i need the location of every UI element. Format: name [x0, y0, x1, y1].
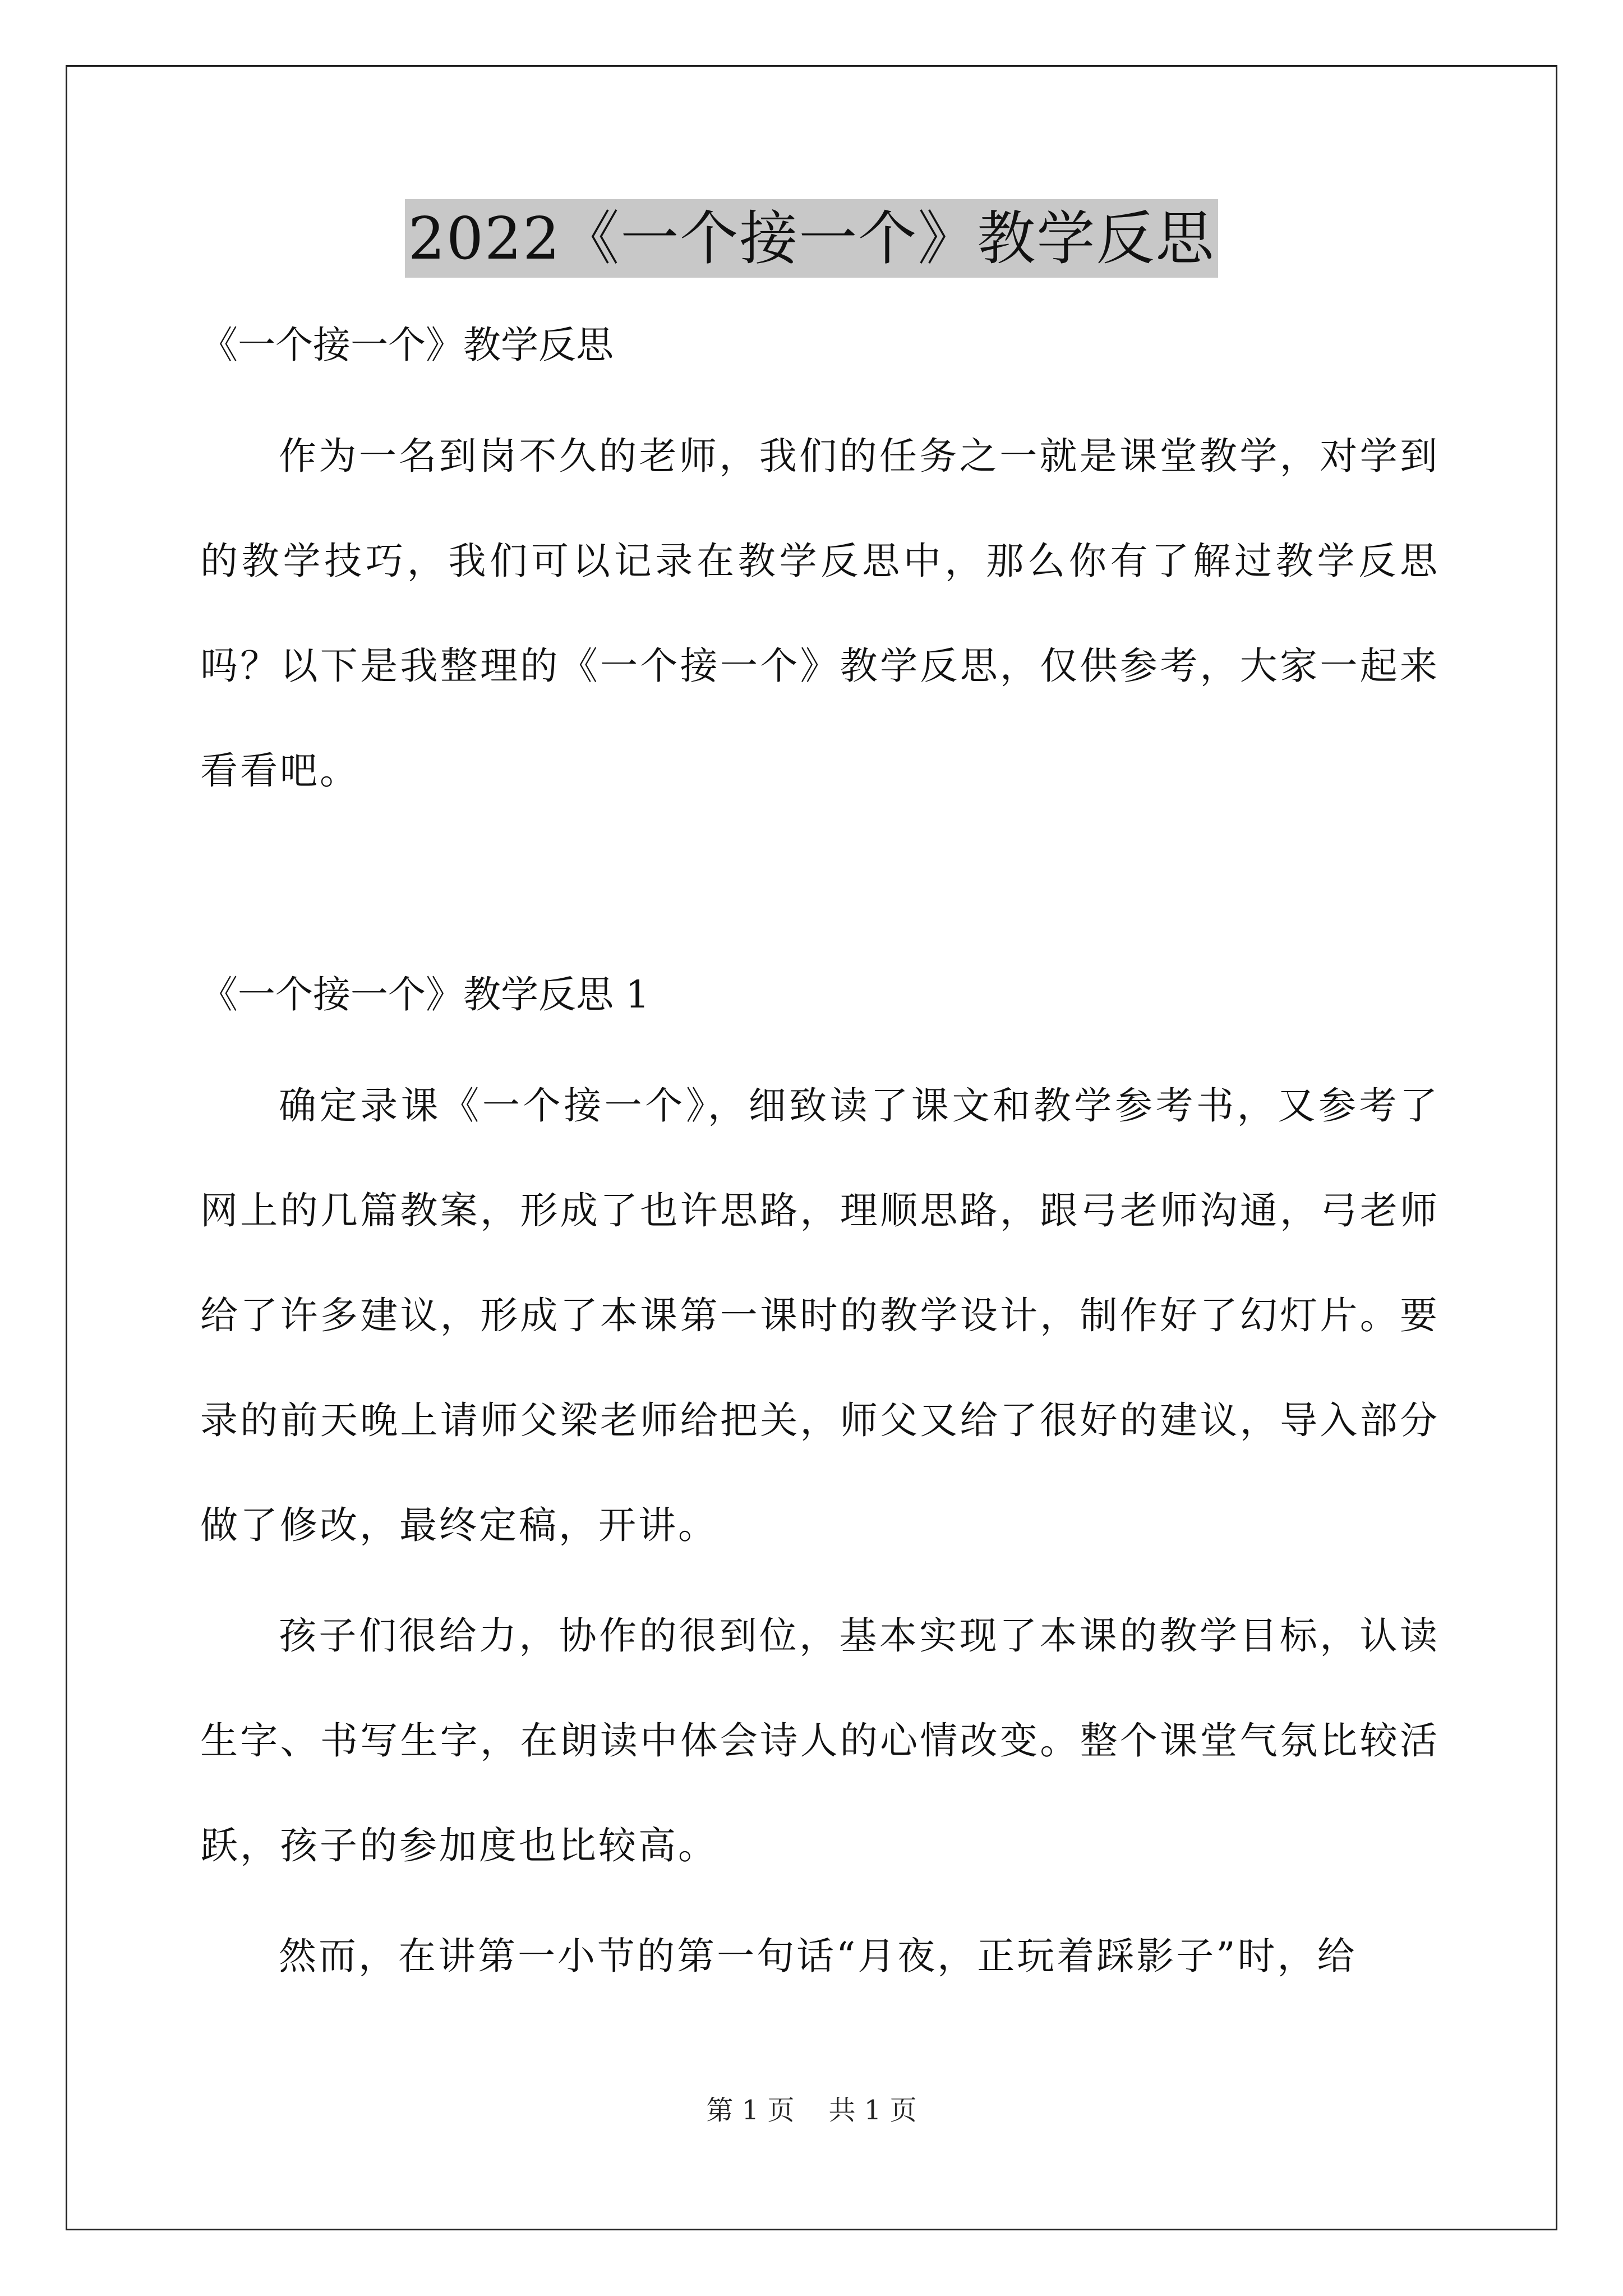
- intro-heading: 《一个接一个》教学反思: [200, 323, 614, 367]
- body-paragraph-1: 确定录课《一个接一个》，细致读了课文和教学参考书，又参考了网上的几篇教案，形成了也许思路，理顺思路，跟弓老师沟通，弓老师给了许多建议，形成了本课第一课时的教学设计，制作好了幻灯片。要录的前天晚上请师父梁老师给把关，师父又给了很好的建议，导入部分做了修改，最终定稿，开讲。: [200, 1084, 1440, 1547]
- document-title-wrapper: [0, 199, 1623, 278]
- document-title: 2022《一个接一个》教学反思: [405, 199, 1219, 278]
- document-body: [200, 314, 1440, 2009]
- body-paragraph-2: 孩子们很给力，协作的很到位，基本实现了本课的教学目标，认读生字、书写生字，在朗读中体会诗人的心情改变。整个课堂气氛比较活跃，孩子的参加度也比较高。: [200, 1614, 1440, 1867]
- body-paragraph-3: 然而，在讲第一小节的第一句话“月夜，正玩着踩影子”时，给: [279, 1934, 1357, 1978]
- section-heading: 《一个接一个》教学反思 1: [200, 973, 649, 1016]
- intro-paragraph: 作为一名到岗不久的老师，我们的任务之一就是课堂教学，对学到的教学技巧，我们可以记录在教学反思中，那么你有了解过教学反思吗？以下是我整理的《一个接一个》教学反思，仅供参考，大家一起来看看吧。: [200, 434, 1440, 793]
- page-footer: 第 1 页 共 1 页: [706, 2095, 917, 2126]
